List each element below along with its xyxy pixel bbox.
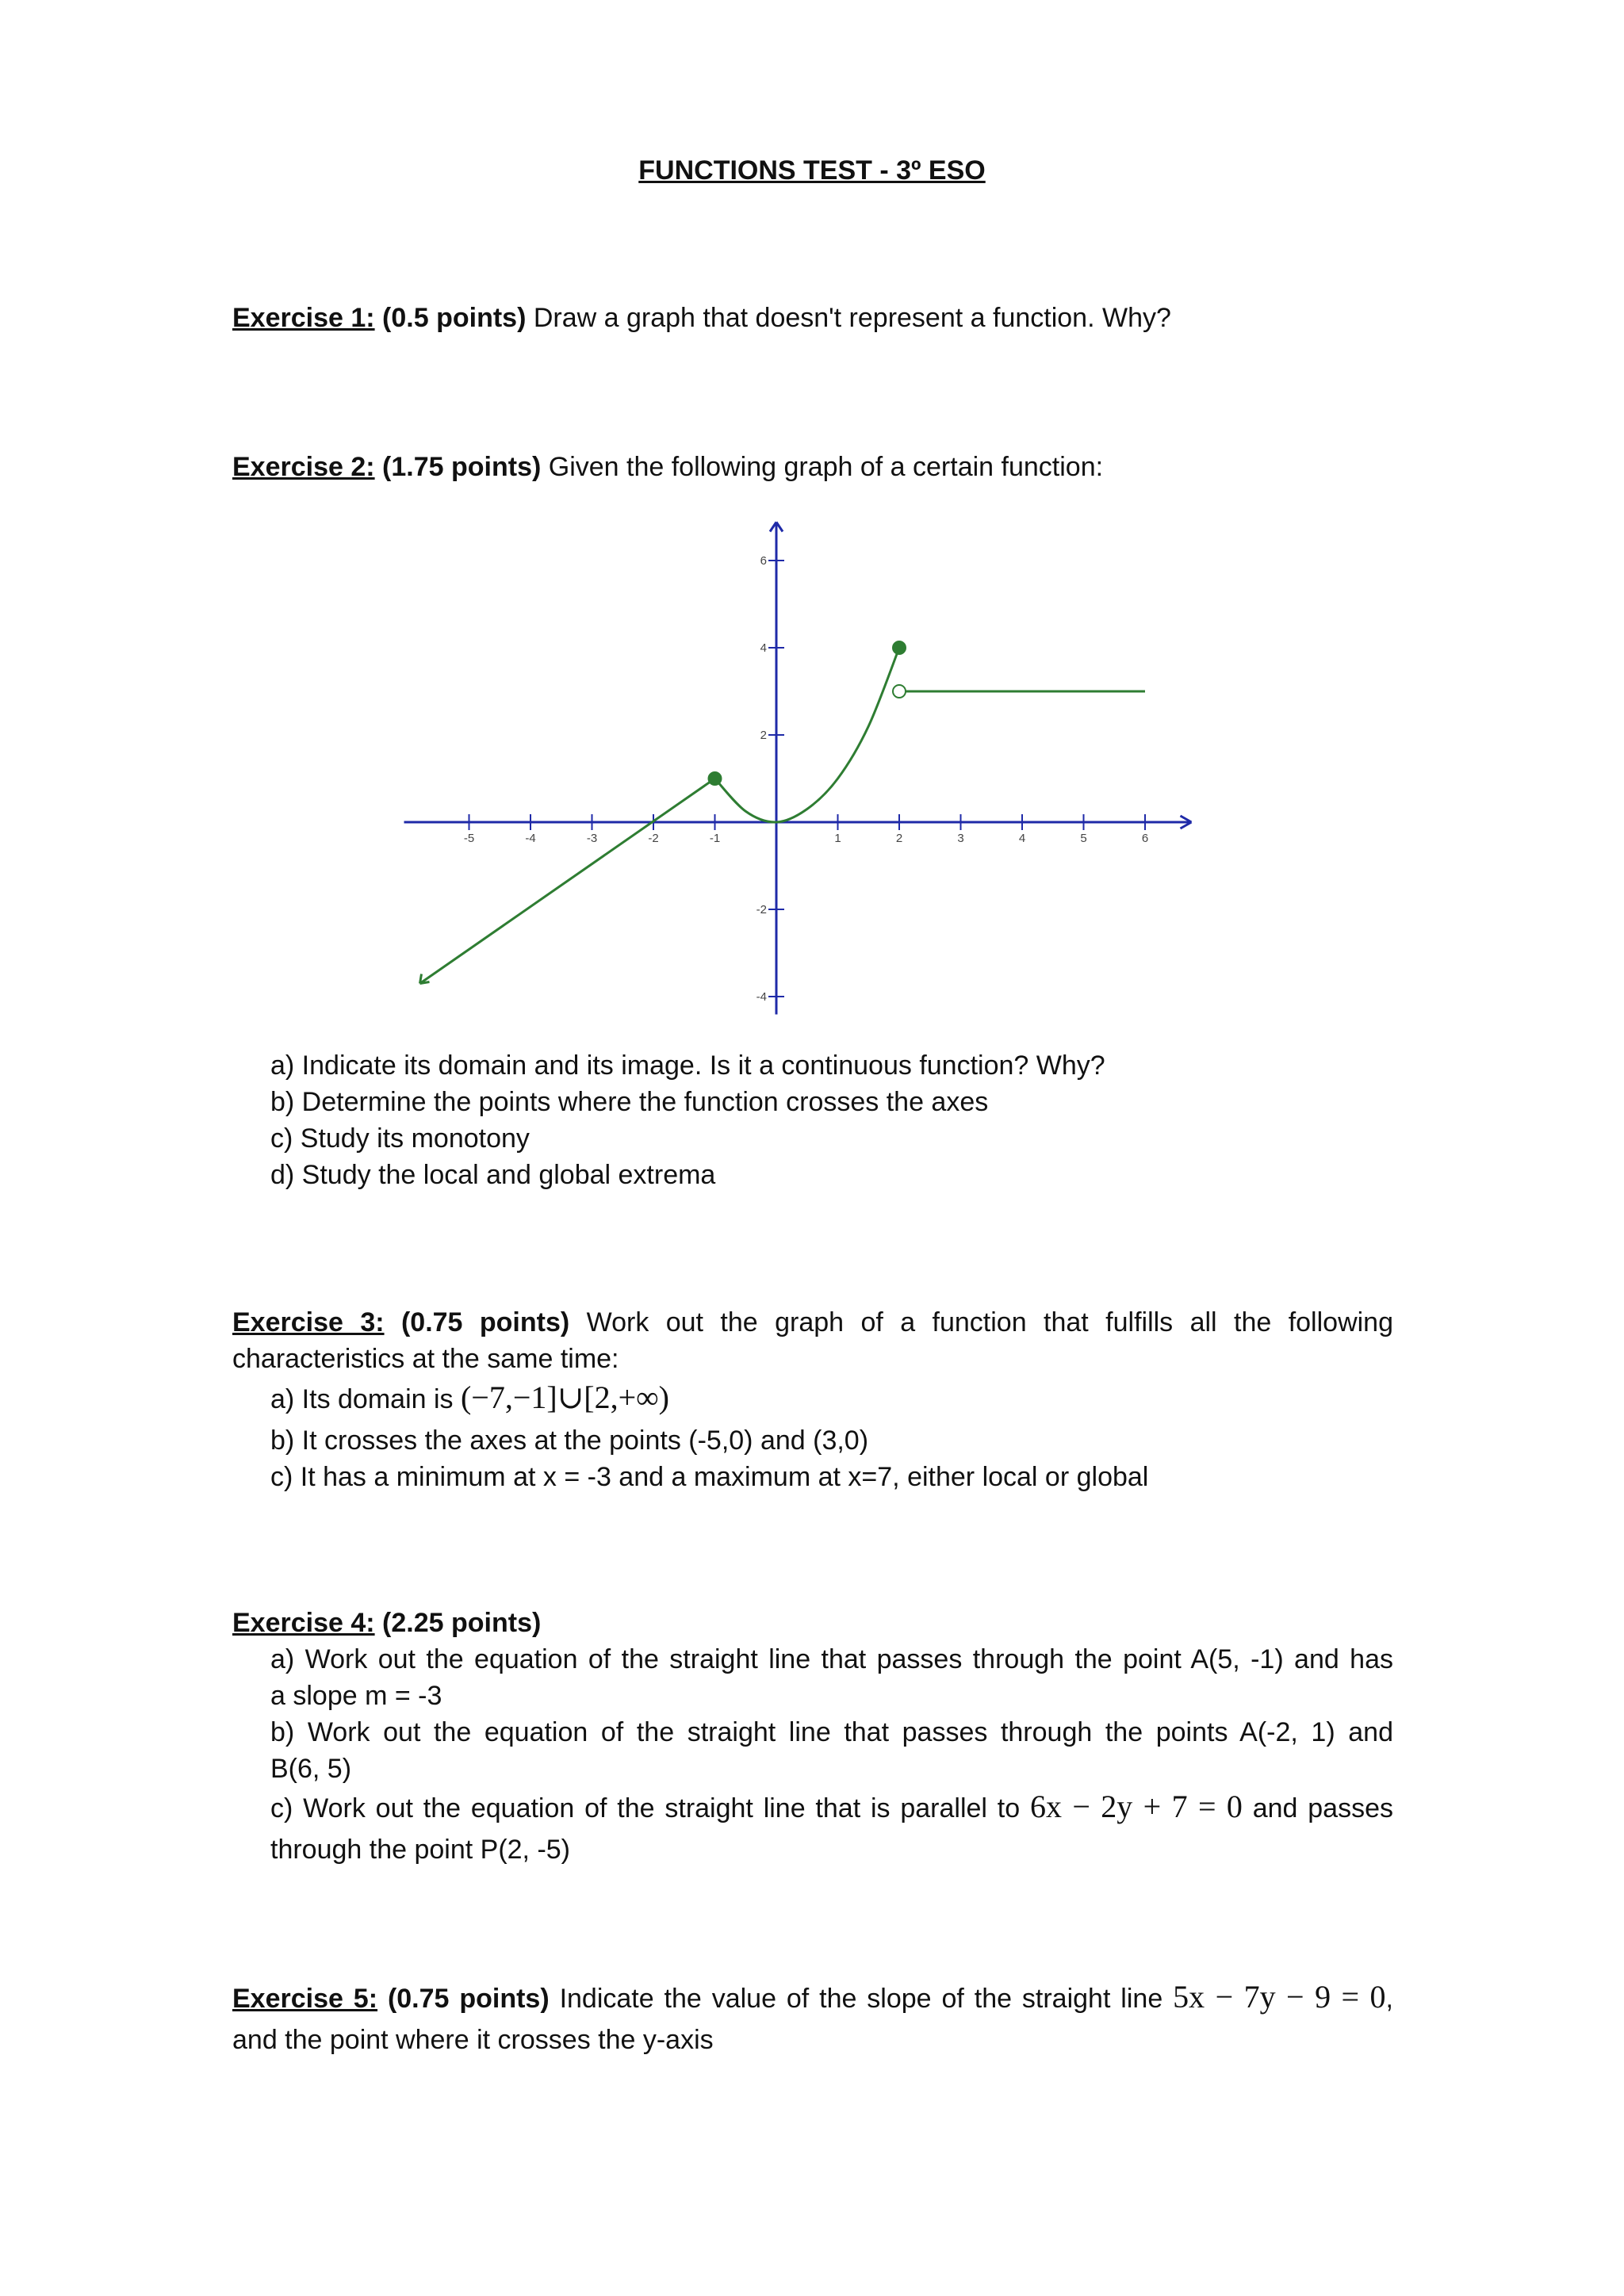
exercise-1-points: (0.5 points) xyxy=(382,303,527,333)
exercise-5-label: Exercise 5: xyxy=(232,1984,378,2014)
exercise-5 xyxy=(232,1979,1393,2017)
y-tick-label: 4 xyxy=(760,641,767,655)
exercise-4-item-c-text: c) Work out the equation of the straight line that is parallel to xyxy=(270,1793,1021,1823)
exercise-5-comma: , xyxy=(1385,1984,1393,2014)
exercise-4-item-a-cont: a slope m = -3 xyxy=(270,1681,442,1711)
exercise-2-item-a: a) Indicate its domain and its image. Is it a continuous function? Why? xyxy=(270,1050,1105,1081)
exercise-5-text-cont: and the point where it crosses the y-axis xyxy=(232,2025,714,2055)
graph-series-1 xyxy=(420,779,715,984)
exercise-3-label: Exercise 3: xyxy=(232,1307,385,1337)
graph-axes xyxy=(404,522,1192,1015)
exercise-3-item-b: b) It crosses the axes at the points (-5,0) and (3,0) xyxy=(270,1425,869,1456)
slope-line-equation: 5x − 7y − 9 = 0 xyxy=(1173,1979,1386,2015)
y-tick-label: 6 xyxy=(760,554,767,568)
exercise-4-points: (2.25 points) xyxy=(382,1608,542,1638)
exercise-1-label: Exercise 1: xyxy=(232,303,375,333)
exercise-4-item-b: b) Work out the equation of the straight line that passes through the points A(-2, 1) and xyxy=(270,1717,1393,1747)
exercise-5-text: Indicate the value of the slope of the straight line xyxy=(559,1984,1163,2014)
exercise-2-item-b: b) Determine the points where the function crosses the axes xyxy=(270,1087,989,1117)
y-tick-label: 2 xyxy=(760,729,767,742)
graph-ticks xyxy=(464,554,1148,1004)
x-tick-label: -5 xyxy=(463,832,475,845)
open-point-marker xyxy=(893,685,906,698)
x-tick-label: -4 xyxy=(525,832,536,845)
x-tick-label: 3 xyxy=(957,832,964,845)
x-tick-label: -2 xyxy=(648,832,659,845)
exercise-3-points: (0.75 points) xyxy=(400,1307,570,1337)
y-tick-label: -2 xyxy=(756,903,767,916)
x-tick-label: -3 xyxy=(586,832,598,845)
exercise-3-text-cont: characteristics at the same time: xyxy=(232,1344,619,1374)
graph-markers xyxy=(709,641,906,785)
exercise-4-item-c-cont: through the point P(2, -5) xyxy=(270,1835,571,1865)
exercise-2-item-c: c) Study its monotony xyxy=(270,1123,530,1154)
x-tick-label: 1 xyxy=(834,832,841,845)
function-graph xyxy=(0,0,1624,1047)
exercise-4 xyxy=(232,1605,541,1641)
exercise-2-points: (1.75 points) xyxy=(382,452,542,482)
exercise-4-item-c xyxy=(270,1789,1393,1827)
exercise-5-equation-wrap xyxy=(1173,1979,1393,2015)
x-tick-label: 2 xyxy=(895,832,903,845)
exercise-2-label: Exercise 2: xyxy=(232,452,375,482)
page-title: FUNCTIONS TEST - 3º ESO xyxy=(638,155,986,186)
closed-point-marker xyxy=(709,772,722,785)
x-tick-label: 4 xyxy=(1018,832,1026,845)
exercise-3 xyxy=(232,1304,1393,1341)
x-tick-label: 5 xyxy=(1080,832,1087,845)
exercise-4-label: Exercise 4: xyxy=(232,1608,375,1638)
x-tick-label: 6 xyxy=(1141,832,1149,845)
exercise-4-item-a: a) Work out the equation of the straight line that passes through the point A(5, -1) and has xyxy=(270,1644,1393,1674)
exercise-3-item-a-text: a) Its domain is xyxy=(270,1384,454,1414)
exercise-2-text: Given the following graph of a certain function: xyxy=(541,452,1104,482)
exercise-3-text: Work out the graph of a function that fulfills all the following xyxy=(586,1307,1393,1337)
parallel-line-equation: 6x − 2y + 7 = 0 xyxy=(1029,1789,1243,1824)
graph-series-2 xyxy=(715,648,900,822)
y-tick-label: -4 xyxy=(756,990,767,1004)
exercise-5-points: (0.75 points) xyxy=(387,1984,550,2014)
exercise-1-text: Draw a graph that doesn't represent a function. Why? xyxy=(526,303,1171,333)
exercise-3-item-a xyxy=(270,1380,669,1418)
x-tick-label: -1 xyxy=(709,832,721,845)
domain-formula: (−7,−1]∪[2,+∞) xyxy=(460,1380,669,1415)
exercise-2-item-d: d) Study the local and global extrema xyxy=(270,1160,716,1190)
graph-curves xyxy=(420,648,1149,984)
exercise-4-item-b-cont: B(6, 5) xyxy=(270,1754,352,1784)
exercise-4-item-c-suffix: and passes xyxy=(1252,1793,1393,1823)
closed-point-marker xyxy=(893,641,906,654)
exercise-3-item-c: c) It has a minimum at x = -3 and a maximum at x=7, either local or global xyxy=(270,1462,1149,1492)
